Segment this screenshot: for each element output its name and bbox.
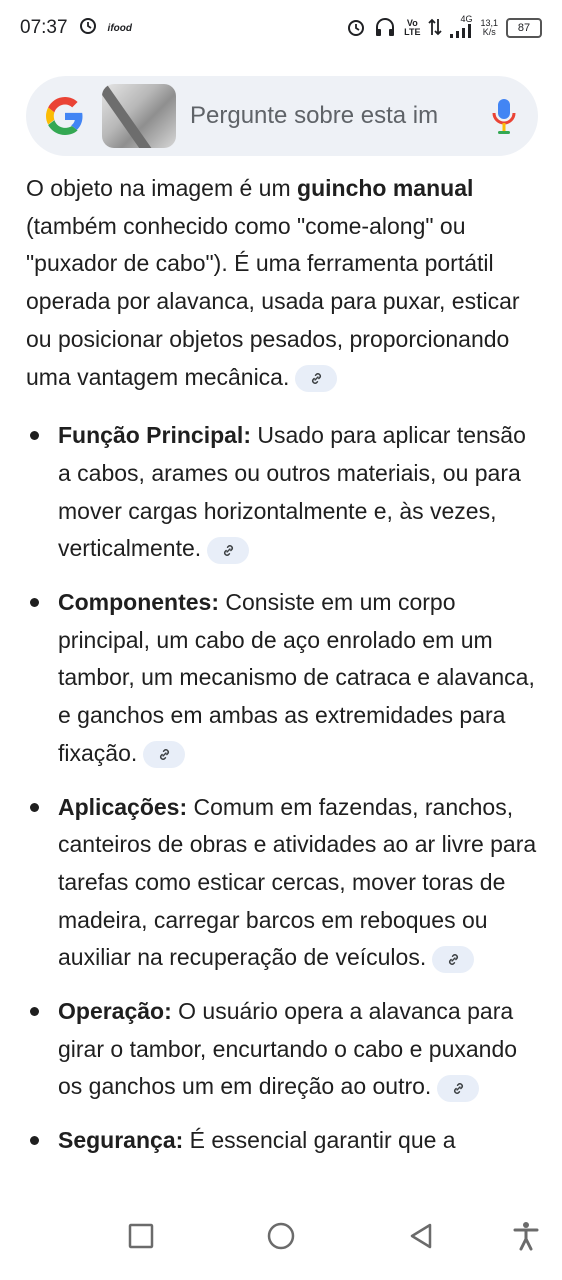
answer-content (26, 170, 540, 1176)
bullet-title: Função Principal: (58, 422, 251, 449)
recents-square-icon[interactable] (125, 1220, 157, 1252)
bullet-item-seguranca (26, 1122, 540, 1160)
speed-unit: K/s (482, 27, 496, 37)
bullet-dot (30, 598, 39, 607)
alarm-icon (346, 17, 366, 40)
citation-chip[interactable] (295, 365, 337, 392)
intro-paragraph (26, 170, 540, 396)
volte-top: Vo (406, 18, 418, 28)
speed-value: 13,1 (480, 18, 498, 28)
citation-chip[interactable] (143, 741, 185, 768)
bullet-text: Consiste em um corpo principal, um cabo de aço enrolado em um tambor, um mecanismo de catraca e alavanca, e ganchos em ambas as extremidades para fixação. (58, 589, 535, 766)
volte-indicator (404, 19, 420, 37)
bullet-item-funcao (26, 417, 540, 568)
status-bar (0, 0, 562, 56)
citation-chip[interactable] (432, 946, 474, 973)
bullet-title: Aplicações: (58, 793, 188, 820)
bullet-dot (30, 431, 39, 440)
accessibility-icon[interactable] (510, 1220, 542, 1252)
bullet-item-operacao (26, 993, 540, 1106)
bullet-item-aplicacoes (26, 789, 540, 978)
carrier-label: ifood (107, 22, 132, 34)
bullet-text: Comum em fazendas, ranchos, canteiros de obras e atividades ao ar livre para tarefas como esticar cercas, mover toras de madeira, carregar barcos em reboques ou auxiliar na recuperação de veículos. (58, 793, 537, 971)
bullet-title: Componentes: (58, 589, 219, 616)
intro-text-end: (também conhecido como "come-along" ou "puxador de cabo"). É uma ferramenta portátil operada por alavanca, usada para puxar, esticar ou posicionar objetos pesados, proporcionando uma vantagem mecânica. (26, 212, 520, 390)
bullet-text: É essencial garantir que a (183, 1127, 456, 1154)
link-icon (221, 543, 236, 558)
bullet-dot (30, 1136, 39, 1145)
bullet-list (26, 417, 540, 1160)
bullet-title: Segurança: (58, 1127, 184, 1154)
volte-bottom: LTE (404, 27, 421, 37)
intro-highlight: guincho manual (297, 175, 474, 201)
bullet-text: Usado para aplicar tensão a cabos, arames ou outros materiais, ou para mover cargas horizontalmente e, às vezes, verticalmente. (58, 422, 526, 562)
bullet-dot (30, 1007, 39, 1016)
link-icon (157, 747, 172, 762)
bullet-dot (30, 803, 39, 812)
battery-indicator: 87 (506, 18, 542, 38)
headphones-icon (374, 17, 396, 40)
citation-chip[interactable] (207, 537, 249, 564)
navigation-bar (0, 1212, 562, 1260)
status-time: 07:37 (20, 17, 68, 38)
network-speed (480, 19, 498, 37)
data-arrows-icon (428, 17, 442, 40)
citation-chip[interactable] (437, 1075, 479, 1102)
status-right (346, 15, 542, 41)
link-icon (451, 1081, 466, 1096)
link-icon (309, 371, 324, 386)
bullet-text: O usuário opera a alavanca para girar o tambor, encurtando o cabo e puxando os ganchos um em direção ao outro. (58, 998, 518, 1100)
google-logo-icon (46, 97, 84, 135)
alarm-icon (78, 15, 98, 41)
bullet-item-componentes (26, 584, 540, 773)
mic-icon[interactable] (490, 97, 518, 135)
link-icon (446, 952, 461, 967)
back-triangle-icon[interactable] (405, 1220, 437, 1252)
network-type: 4G (460, 14, 473, 24)
home-circle-icon[interactable] (265, 1220, 297, 1252)
image-thumbnail[interactable] (102, 84, 176, 148)
intro-text-start: O objeto na imagem é um (26, 175, 298, 201)
search-input[interactable] (188, 101, 482, 131)
status-left (20, 15, 132, 41)
signal-group (450, 15, 472, 41)
search-bar[interactable] (26, 76, 538, 156)
signal-icon (450, 24, 472, 41)
bullet-title: Operação: (58, 998, 172, 1025)
